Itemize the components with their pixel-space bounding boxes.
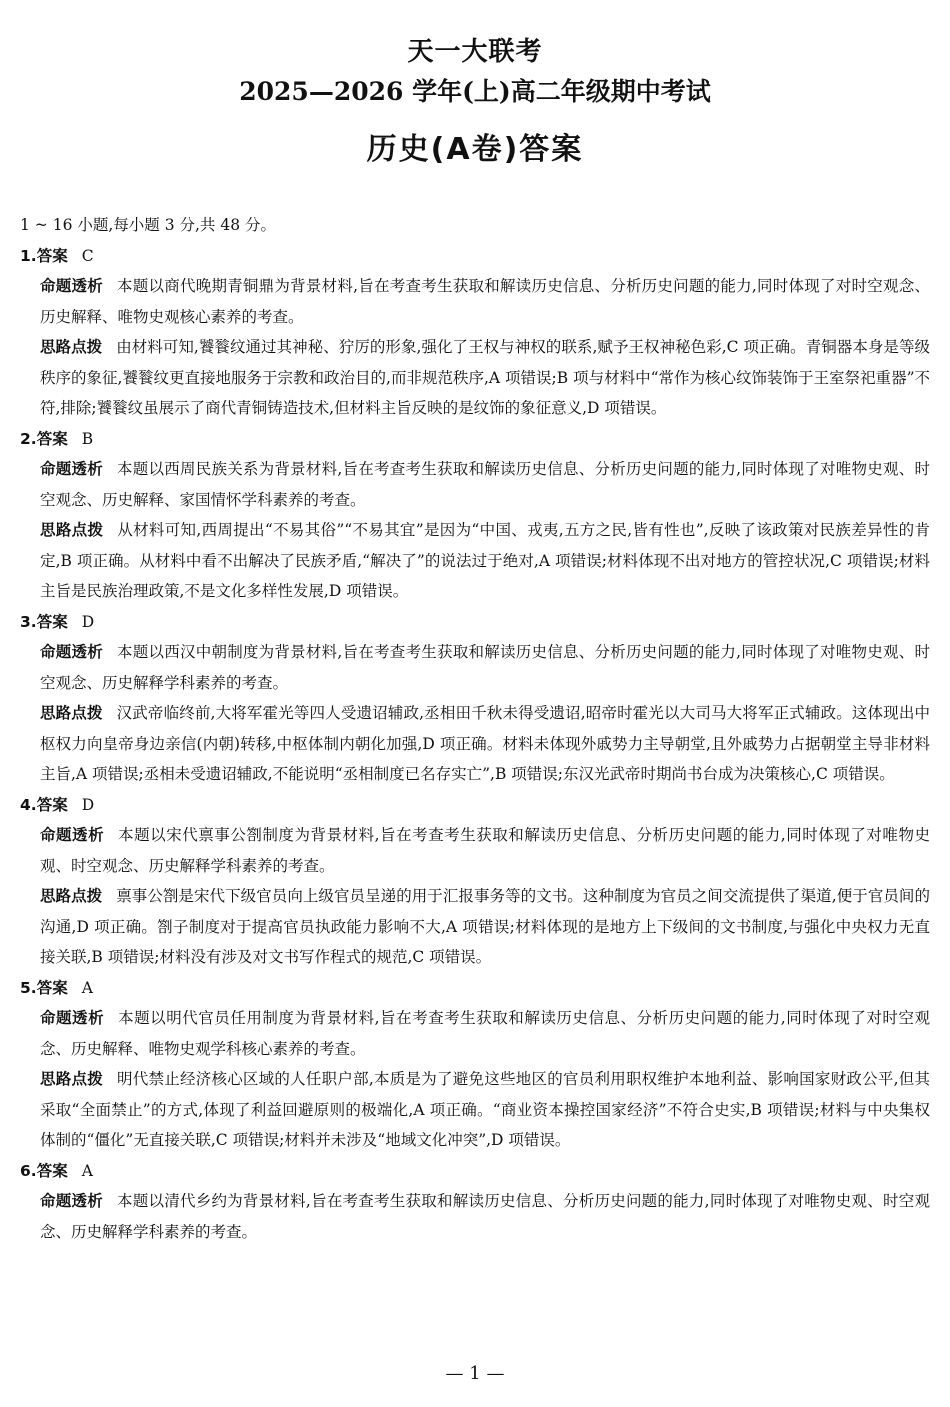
analysis-paragraph	[20, 820, 930, 881]
paragraph-text: 本题以商代晚期青铜鼎为背景材料,旨在考查考生获取和解读历史信息、分析历史问题的能力,同时体现了对时空观念、历史解释、唯物史观核心素养的考查。	[40, 277, 930, 326]
answer-line	[20, 790, 930, 821]
answer-line	[20, 1156, 930, 1187]
answer-choice: D	[81, 612, 95, 631]
paragraph-label: 命题透析	[40, 277, 103, 295]
paragraph-text: 本题以宋代禀事公劄制度为背景材料,旨在考查考生获取和解读历史信息、分析历史问题的能力,同时体现了对唯物史观、时空观念、历史解释学科素养的考查。	[40, 826, 930, 875]
analysis-paragraph	[20, 271, 930, 332]
solution-paragraph	[20, 698, 930, 790]
answer-choice: A	[81, 978, 93, 997]
question-number: 1.	[20, 246, 37, 265]
question-number: 5.	[20, 978, 37, 997]
paragraph-label: 命题透析	[40, 643, 103, 661]
question-block	[20, 424, 930, 607]
question-block	[20, 1156, 930, 1248]
answer-label: 答案	[36, 1161, 68, 1180]
paragraph-text: 汉武帝临终前,大将军霍光等四人受遗诏辅政,丞相田千秋未得受遗诏,昭帝时霍光以大司马大将军正式辅政。这体现出中枢权力向皇帝身边亲信(内朝)转移,中枢体制内朝化加强,D 项正确。材料未体现外戚势力主导朝堂,且外戚势力占据朝堂主导非材料主旨,A 项错误;丞相未受遗诏辅政,不能说明“丞相制度已名存实亡”,B 项错误;东汉光武帝时期尚书台成为决策核心,C 项错误。	[40, 704, 930, 783]
answer-line	[20, 241, 930, 272]
paragraph-label: 思路点拨	[40, 521, 104, 539]
question-block	[20, 607, 930, 790]
question-list	[20, 241, 930, 1248]
question-block	[20, 241, 930, 424]
paragraph-text: 明代禁止经济核心区域的人任职户部,本质是为了避免这些地区的官员利用职权维护本地利益、影响国家财政公平,但其采取“全面禁止”的方式,体现了利益回避原则的极端化,A 项正确。“商业资本操控国家经济”不符合史实,B 项错误;材料与中央集权体制的“僵化”无直接关联,C 项错误;材料并未涉及“地域文化冲突”,D 项错误。	[40, 1070, 930, 1149]
question-number: 2.	[20, 429, 37, 448]
paragraph-label: 思路点拨	[40, 1070, 103, 1088]
answer-line	[20, 424, 930, 455]
answer-label: 答案	[36, 429, 68, 448]
answer-content	[20, 210, 930, 1247]
paragraph-label: 命题透析	[40, 1009, 105, 1027]
question-block	[20, 790, 930, 973]
paragraph-label: 命题透析	[40, 826, 105, 844]
answer-label: 答案	[36, 246, 68, 265]
answer-label: 答案	[36, 978, 68, 997]
paragraph-text: 由材料可知,饕餮纹通过其神秘、狞厉的形象,强化了王权与神权的联系,赋予王权神秘色彩,C 项正确。青铜器本身是等级秩序的象征,饕餮纹更直接地服务于宗教和政治目的,而非规范秩序,A 项错误;B 项与材料中“常作为核心纹饰装饰于王室祭祀重器”不符,排除;饕餮纹虽展示了商代青铜铸造技术,但材料主旨反映的是纹饰的象征意义,D 项错误。	[40, 338, 930, 417]
analysis-paragraph	[20, 1003, 930, 1064]
answer-line	[20, 973, 930, 1004]
paragraph-text: 本题以西汉中朝制度为背景材料,旨在考查考生获取和解读历史信息、分析历史问题的能力,同时体现了对唯物史观、时空观念、历史解释学科素养的考查。	[40, 643, 930, 692]
solution-paragraph	[20, 1064, 930, 1156]
answer-choice: C	[81, 246, 94, 265]
solution-paragraph	[20, 332, 930, 424]
answer-line	[20, 607, 930, 638]
paragraph-text: 本题以西周民族关系为背景材料,旨在考查考生获取和解读历史信息、分析历史问题的能力,同时体现了对唯物史观、时空观念、历史解释、家国情怀学科素养的考查。	[40, 460, 930, 509]
question-number: 6.	[20, 1161, 37, 1180]
paragraph-label: 思路点拨	[40, 887, 103, 905]
paragraph-text: 禀事公劄是宋代下级官员向上级官员呈递的用于汇报事务等的文书。这种制度为官员之间交流提供了渠道,便于官员间的沟通,D 项正确。劄子制度对于提高官员执政能力影响不大,A 项错误;材料体现的是地方上下级间的文书制度,与强化中央权力无直接关联,B 项错误;材料没有涉及对文书写作程式的规范,C 项错误。	[40, 887, 930, 966]
page-header	[0, 32, 950, 172]
answer-choice: A	[81, 1161, 93, 1180]
solution-paragraph	[20, 515, 930, 607]
analysis-paragraph	[20, 454, 930, 515]
question-number: 3.	[20, 612, 37, 631]
analysis-paragraph	[20, 1186, 930, 1247]
paragraph-label: 思路点拨	[40, 704, 103, 722]
paragraph-label: 命题透析	[40, 1192, 103, 1210]
analysis-paragraph	[20, 637, 930, 698]
answer-label: 答案	[36, 795, 68, 814]
page-title: 历史(A卷)答案	[366, 132, 584, 167]
exam-organizer: 天一大联考	[407, 37, 543, 67]
question-block	[20, 973, 930, 1156]
paragraph-text: 本题以明代官员任用制度为背景材料,旨在考查考生获取和解读历史信息、分析历史问题的能力,同时体现了对时空观念、历史解释、唯物史观学科核心素养的考查。	[40, 1009, 930, 1058]
paragraph-label: 思路点拨	[40, 338, 103, 356]
answer-choice: D	[81, 795, 95, 814]
page-number: — 1 —	[445, 1363, 505, 1384]
answer-choice: B	[81, 429, 94, 448]
paragraph-text: 从材料可知,西周提出“不易其俗”“不易其宜”是因为“中国、戎夷,五方之民,皆有性也”,反映了该政策对民族差异性的肯定,B 项正确。从材料中看不出解决了民族矛盾,“解决了”的说法过于绝对,A 项错误;材料体现不出对地方的管控状况,C 项错误;材料主旨是民族治理政策,不是文化多样性发展,D 项错误。	[40, 521, 930, 600]
question-number: 4.	[20, 795, 37, 814]
paragraph-text: 本题以清代乡约为背景材料,旨在考查考生获取和解读历史信息、分析历史问题的能力,同时体现了对唯物史观、时空观念、历史解释学科素养的考查。	[40, 1192, 930, 1241]
answer-label: 答案	[36, 612, 68, 631]
scoring-intro: 1 ~ 16 小题,每小题 3 分,共 48 分。	[20, 216, 277, 234]
solution-paragraph	[20, 881, 930, 973]
exam-name: 2025—2026 学年(上)高二年级期中考试	[239, 77, 711, 106]
paragraph-label: 命题透析	[40, 460, 103, 478]
